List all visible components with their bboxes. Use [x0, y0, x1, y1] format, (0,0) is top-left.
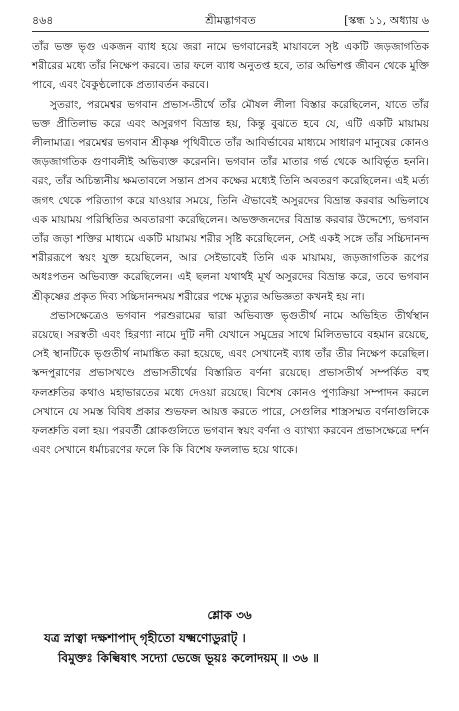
header-divider — [32, 31, 429, 32]
paragraph: প্রভাসক্ষেত্রেও ভগবান পরশুরামের দ্বারা অভিব্যক্ত ভৃগুতীর্থ নামে অভিহিত তীর্থস্থান রয়েছে। সরস্বতী এবং হিরণ্যা নামে দুটি নদী যেখানে সমুদ্রের সাথে মিলিতভাবে বহমান রয়েছে, সেই স্থানটিকে ভৃগুতীর্থ নামাঙ্কিত করা হয়েছে, এবং সেখানেই ব্যাধ তাঁর তীর নিক্ষেপ করেছিল। স্কন্দপুরাণের প্রভাসখণ্ডে প্রভাসতীর্থের বিস্তারিত বর্ণনা রয়েছে। প্রভাসতীর্থ সম্পর্কিত বহু ফলশ্রুতির কথাও মহাভারতের মধ্যে দেওয়া রয়েছে। বিশেষ কোনও পুণ্যক্রিয়া সম্পাদন করলে সেখানে যে সমস্ত বিবিধ প্রকার শুভফল আয়ত্ত করতে পারে, সেগুলির শাস্ত্রসম্মত বর্ণনাগুলিকে ফলশ্রুতি বলা হয়। পরবর্তী শ্লোকগুলিতে ভগবান স্বয়ং বর্ণনা ও ব্যাখ্যা করবেন প্রভাসক্ষেত্রে দর্শন এবং সেখানে ধর্মাচরণের ফলে কি কি বিশেষ ফললাভ হয়ে থাকে। — [32, 309, 429, 457]
section-label: [স্কন্ধ ১১, অধ্যায় ৬ — [344, 14, 429, 27]
sanskrit-verse — [40, 628, 439, 668]
page-header — [32, 12, 429, 30]
page-number: ৪৬৪ — [32, 14, 54, 27]
paragraph: সুতরাং, পরমেশ্বর ভগবান প্রভাস-তীর্থে তাঁর মৌষল লীলা বিস্তার করেছিলেন, যাতে তাঁর ভক্ত প্রীতিলাভ করে এবং অসুরগণ বিভ্রান্ত হয়, কিন্তু বুঝতে হবে যে, এটি একটি মায়াময় লীলামাত্র। পরমেশ্বর ভগবান শ্রীকৃষ্ণ পৃথিবীতে তাঁর আবির্ভাবের মাধ্যমে সাধারণ মানুষের কোনও জড়জাগতিক গুণাবলীই অভিব্যক্ত করেননি। ভগবান তাঁর মাতার গর্ভ থেকে আবির্ভূত হননি। বরং, তাঁর অচিন্ত্যনীয় ক্ষমতাবলে সন্তান প্রসব কক্ষের মধ্যেই তিনি অবতরণ করেছিলেন। এই মর্ত্য জগৎ থেকে পরিত্যাগ করে যাওয়ার সময়ে, তিনি ঐভাবেই অসুরদের বিভ্রান্ত করবার অভিলাষে এক মায়াময় পরিস্থিতির অবতারণা করেছিলেন। অভক্তজনদের বিভ্রান্ত করবার উদ্দেশ্যে, ভগবান তাঁর জড়া শক্তির মাধ্যমে একটি মায়াময় শরীর সৃষ্টি করেছিলেন, সেই একই সঙ্গে তাঁর সচ্চিদানন্দ শরীররূপে স্বয়ং যুক্ত হয়েছিলেন, আর সেইভাবেই তিনি এক মায়াময়, জড়জাগতিক রূপের অধঃপতন অভিব্যক্ত করেছিলেন। এই ছলনা যথার্থই মূর্খ অসুরদের বিভ্রান্ত করে, তবে ভগবান শ্রীকৃষ্ণের প্রকৃত দিব্য সচ্চিদানন্দময় শরীরের পক্ষে মৃত্যুর অভিজ্ঞতা কখনই হয় না। — [32, 98, 429, 303]
verse-heading: শ্লোক ৩৬ — [207, 608, 252, 622]
verse-line: বিমুক্তঃ কিল্বিষাৎ সদ্যো ভেজে ভূয়ঃ কলোদয়ম্ ॥ ৩৬ ॥ — [58, 651, 319, 665]
paragraph: তাঁর ভক্ত ভৃগু একজন ব্যাধ হয়ে জরা নামে ভগবানেরই মায়াবলে সৃষ্ট একটি জড়জাগতিক শরীরের মধ্যে তাঁর নিক্ষেপ করবে। তার ফলে ব্যাধ অনুতপ্ত হবে, তার অভিশপ্ত জীবন থেকে মুক্তি পাবে, এবং বৈকুণ্ঠলোকে প্রত্যাবর্তন করবে। — [32, 41, 429, 92]
book-title: শ্রীমদ্ভাগবত — [205, 14, 256, 27]
verse-line: যত্র স্নাত্বা দক্ষশাপাদ্ গৃহীতো যক্ষ্মণোডুরাট্ । — [44, 631, 246, 645]
main-text — [32, 38, 429, 460]
